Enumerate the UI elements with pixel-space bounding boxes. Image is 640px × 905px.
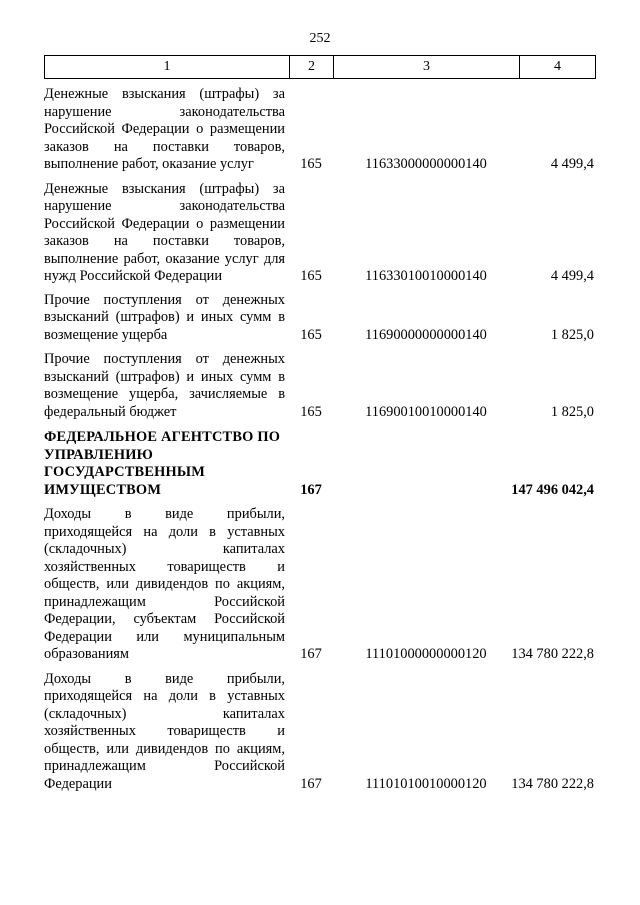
row-amount: 4 499,4 bbox=[550, 268, 594, 284]
table-row bbox=[44, 292, 595, 345]
row-admin-code: 165 bbox=[300, 326, 322, 343]
row-budget-code: 11633010010000140 bbox=[365, 268, 487, 284]
row-budget-code: 11101010010000120 bbox=[365, 775, 487, 792]
column-header-row bbox=[45, 56, 596, 79]
table-row bbox=[44, 671, 595, 794]
table-row-agency bbox=[44, 429, 595, 499]
row-amount: 134 780 222,8 bbox=[511, 775, 594, 792]
revenue-table-body bbox=[44, 86, 595, 793]
row-amount: 134 780 222,8 bbox=[511, 646, 594, 662]
row-admin-code: 167 bbox=[300, 646, 322, 662]
table-row bbox=[44, 351, 595, 421]
row-admin-code: 167 bbox=[300, 775, 322, 792]
table-row bbox=[44, 86, 595, 174]
row-admin-code: 165 bbox=[300, 403, 322, 420]
row-budget-code: 11690000000000140 bbox=[365, 326, 487, 343]
row-admin-code: 167 bbox=[300, 481, 322, 498]
column-header-1: 1 bbox=[45, 56, 290, 79]
column-header-3: 3 bbox=[334, 56, 520, 79]
row-admin-code: 165 bbox=[300, 268, 322, 284]
row-name: Доходы в виде прибыли, приходящейся на доли в уставных (складочных) капиталах хозяйственных товариществ и обществ, или дивидендов по акциям, принадлежащим Российской Федерации, субъектам Российской Федерации или муниципальным образованиям bbox=[44, 506, 285, 662]
row-budget-code: 11633000000000140 bbox=[365, 156, 487, 172]
column-header-4: 4 bbox=[520, 56, 596, 79]
row-budget-code: 11101000000000120 bbox=[365, 646, 487, 662]
page-number: 252 bbox=[309, 31, 331, 46]
row-name: Денежные взыскания (штрафы) за нарушение законодательства Российской Федерации о размещении заказов на поставки товаров, выполнение работ, оказание услуг для нужд Российской Федерации bbox=[44, 180, 285, 284]
row-name: Прочие поступления от денежных взысканий (штрафов) и иных сумм в возмещение ущерба bbox=[44, 291, 285, 343]
row-name: Доходы в виде прибыли, приходящейся на доли в уставных (складочных) капиталах хозяйственных товариществ и обществ, или дивидендов по акциям, принадлежащим Российской Федерации bbox=[44, 670, 285, 792]
agency-name: ФЕДЕРАЛЬНОЕ АГЕНТСТВО ПО УПРАВЛЕНИЮ ГОСУДАРСТВЕННЫМ ИМУЩЕСТВОМ bbox=[44, 429, 281, 498]
row-amount: 147 496 042,4 bbox=[511, 481, 594, 498]
column-header-2: 2 bbox=[290, 56, 334, 79]
row-amount: 1 825,0 bbox=[550, 403, 594, 420]
column-header-table bbox=[44, 55, 596, 79]
row-budget-code: 11690010010000140 bbox=[365, 403, 487, 420]
row-amount: 4 499,4 bbox=[550, 156, 594, 172]
row-amount: 1 825,0 bbox=[550, 326, 594, 343]
row-name: Денежные взыскания (штрафы) за нарушение законодательства Российской Федерации о размещении заказов на поставки товаров, выполнение работ, оказание услуг bbox=[44, 86, 285, 172]
row-admin-code: 165 bbox=[300, 156, 322, 172]
table-row bbox=[44, 506, 595, 664]
row-name: Прочие поступления от денежных взысканий (штрафов) и иных сумм в возмещение ущерба, зачисляемые в федеральный бюджет bbox=[44, 351, 285, 420]
table-row bbox=[44, 181, 595, 286]
